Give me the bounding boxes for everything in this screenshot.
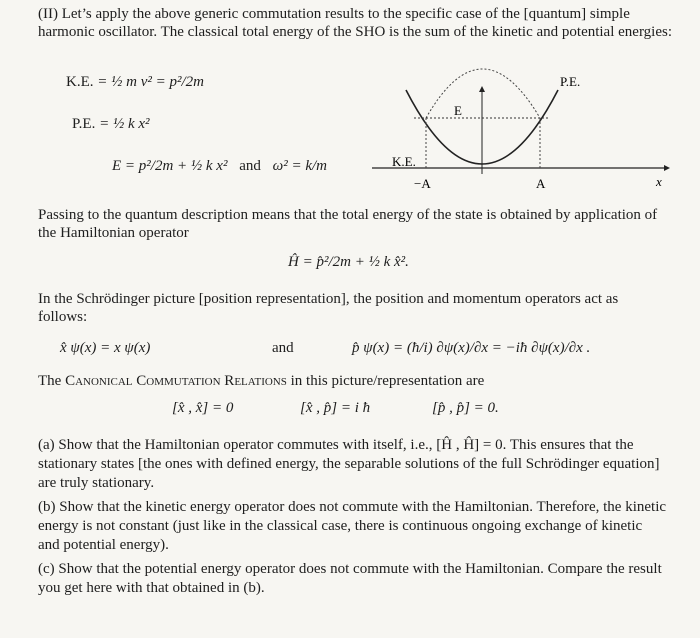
energy-label: E bbox=[454, 103, 462, 118]
ke-expression: = ½ m v² = p²/2m bbox=[97, 74, 204, 90]
x-axis-label: x bbox=[656, 174, 662, 189]
position-operator-action: x̂ ψ(x) = x ψ(x) bbox=[60, 340, 151, 356]
ccr-title: Canonical Commutation Relations bbox=[65, 373, 287, 389]
ccr-prefix: The bbox=[38, 373, 66, 389]
hamiltonian-equation: Ĥ = p̂²/2m + ½ k x̂². bbox=[288, 254, 409, 270]
ke-equation bbox=[66, 74, 204, 91]
operators-and-word: and bbox=[272, 340, 294, 356]
schrodinger-picture-paragraph: In the Schrödinger picture [position representation], the position and momentum operators act as follows: bbox=[38, 291, 619, 325]
ke-dotted-curve bbox=[426, 69, 540, 118]
pe-equation bbox=[72, 116, 150, 133]
question-b: (b) Show that the kinetic energy operator does not commute with the Hamiltonian. Therefore, the kinetic energy is not constant (just like in the classical case, there is continuous ongoing exchange of kinetic and potential energy). bbox=[38, 499, 667, 553]
neg-amplitude-label: −A bbox=[414, 176, 431, 191]
omega-expression: ω² = k/m bbox=[272, 158, 328, 174]
ccr-intro bbox=[38, 372, 668, 390]
and-word: and bbox=[239, 158, 261, 174]
x-axis-arrow bbox=[664, 165, 670, 171]
pe-curve-label: P.E. bbox=[560, 74, 581, 89]
quantum-passage-paragraph: Passing to the quantum description means that the total energy of the state is obtained by application of the Hamiltonian operator bbox=[38, 207, 658, 241]
question-c: (c) Show that the potential energy operator does not commute with the Hamiltonian. Compare the result you get here with that obtained in (b). bbox=[38, 561, 662, 596]
ke-label: K.E. bbox=[66, 74, 94, 90]
pe-label: P.E. bbox=[72, 116, 96, 132]
amplitude-label: A bbox=[536, 176, 546, 191]
y-axis-arrow bbox=[479, 86, 485, 92]
question-a: (a) Show that the Hamiltonian operator commutes with itself, i.e., [Ĥ , Ĥ] = 0. This ensures that the stationary states [the ones with defined energy, the separable solutions of the full Schrödinger equation] are truly stationary. bbox=[38, 437, 660, 491]
total-energy-equation bbox=[112, 158, 327, 175]
ccr-suffix: in this picture/representation are bbox=[286, 373, 485, 389]
ccr-xp: [x̂ , p̂] = i ħ bbox=[300, 400, 371, 416]
ccr-xx: [x̂ , x̂] = 0 bbox=[172, 400, 234, 416]
momentum-operator-action: p̂ ψ(x) = (ħ/i) ∂ψ(x)/∂x = −iħ ∂ψ(x)/∂x . bbox=[352, 340, 591, 356]
sho-energy-diagram bbox=[370, 66, 680, 200]
total-energy-expression: E = p²/2m + ½ k x² bbox=[112, 158, 228, 174]
ccr-pp: [p̂ , p̂] = 0. bbox=[432, 400, 499, 416]
intro-paragraph: (II) Let’s apply the above generic commutation results to the specific case of the [quantum] simple harmonic oscillator. The classical total energy of the SHO is the sum of the kinetic and potential energies: bbox=[38, 6, 673, 40]
ke-curve-label: K.E. bbox=[392, 154, 416, 169]
pe-expression: = ½ k x² bbox=[99, 116, 150, 132]
